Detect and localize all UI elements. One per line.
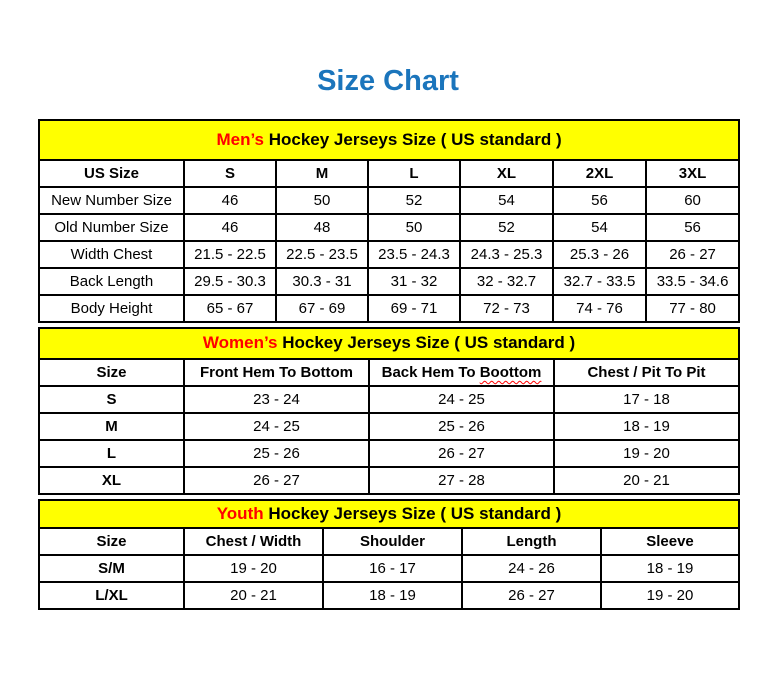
size-cell: 25 - 26 bbox=[369, 413, 554, 440]
size-cell: 26 - 27 bbox=[646, 241, 739, 268]
size-cell: 33.5 - 34.6 bbox=[646, 268, 739, 295]
col-header: M bbox=[276, 160, 368, 187]
col-header: US Size bbox=[39, 160, 184, 187]
mens-section-title: Hockey Jerseys Size ( US standard ) bbox=[264, 129, 562, 149]
size-cell: 18 - 19 bbox=[601, 555, 739, 582]
size-cell: 27 - 28 bbox=[369, 467, 554, 494]
size-cell: 18 - 19 bbox=[323, 582, 462, 609]
size-cell: 50 bbox=[368, 214, 460, 241]
row-label: Back Length bbox=[39, 268, 184, 295]
size-cell: 56 bbox=[646, 214, 739, 241]
col-header: Length bbox=[462, 528, 601, 555]
size-cell: 77 - 80 bbox=[646, 295, 739, 322]
size-cell: 32 - 32.7 bbox=[460, 268, 553, 295]
table-row bbox=[39, 295, 739, 322]
size-cell: 20 - 21 bbox=[554, 467, 739, 494]
row-label: Width Chest bbox=[39, 241, 184, 268]
col-header: Sleeve bbox=[601, 528, 739, 555]
mens-section-highlight: Men’s bbox=[216, 129, 264, 149]
table-row bbox=[39, 268, 739, 295]
table-row bbox=[39, 555, 739, 582]
size-cell: 52 bbox=[368, 187, 460, 214]
mens-size-table bbox=[38, 119, 740, 323]
size-cell: 24 - 25 bbox=[369, 386, 554, 413]
col-header: S bbox=[184, 160, 276, 187]
womens-section-band bbox=[39, 328, 739, 359]
youth-section-band bbox=[39, 500, 739, 528]
row-label: S bbox=[39, 386, 184, 413]
col-header-prefix: Back Hem To bbox=[381, 363, 480, 381]
youth-section-title-cell bbox=[39, 500, 739, 528]
size-cell: 52 bbox=[460, 214, 553, 241]
row-label: XL bbox=[39, 467, 184, 494]
size-cell: 29.5 - 30.3 bbox=[184, 268, 276, 295]
youth-header-row bbox=[39, 528, 739, 555]
col-header: 3XL bbox=[646, 160, 739, 187]
spellcheck-underlined-word: Boottom bbox=[479, 363, 542, 381]
size-cell: 69 - 71 bbox=[368, 295, 460, 322]
size-cell: 54 bbox=[553, 214, 646, 241]
table-row bbox=[39, 386, 739, 413]
mens-header-row bbox=[39, 160, 739, 187]
size-cell: 72 - 73 bbox=[460, 295, 553, 322]
womens-header-row bbox=[39, 359, 739, 386]
youth-section-highlight: Youth bbox=[216, 503, 264, 523]
size-cell: 19 - 20 bbox=[554, 440, 739, 467]
size-cell: 46 bbox=[184, 214, 276, 241]
size-cell: 30.3 - 31 bbox=[276, 268, 368, 295]
col-header: Chest / Pit To Pit bbox=[554, 359, 739, 386]
row-label: Old Number Size bbox=[39, 214, 184, 241]
col-header-misspelled bbox=[369, 359, 554, 386]
size-cell: 60 bbox=[646, 187, 739, 214]
youth-size-table bbox=[38, 499, 740, 610]
size-cell: 23 - 24 bbox=[184, 386, 369, 413]
size-cell: 21.5 - 22.5 bbox=[184, 241, 276, 268]
col-header: Size bbox=[39, 528, 184, 555]
col-header: Shoulder bbox=[323, 528, 462, 555]
womens-section-highlight: Women’s bbox=[202, 333, 278, 353]
size-cell: 22.5 - 23.5 bbox=[276, 241, 368, 268]
size-cell: 31 - 32 bbox=[368, 268, 460, 295]
size-cell: 26 - 27 bbox=[462, 582, 601, 609]
row-label: L bbox=[39, 440, 184, 467]
row-label: M bbox=[39, 413, 184, 440]
size-cell: 19 - 20 bbox=[601, 582, 739, 609]
size-cell: 67 - 69 bbox=[276, 295, 368, 322]
col-header: L bbox=[368, 160, 460, 187]
size-cell: 18 - 19 bbox=[554, 413, 739, 440]
col-header: Chest / Width bbox=[184, 528, 323, 555]
size-cell: 65 - 67 bbox=[184, 295, 276, 322]
size-cell: 26 - 27 bbox=[184, 467, 369, 494]
table-row bbox=[39, 214, 739, 241]
table-row bbox=[39, 440, 739, 467]
row-label: New Number Size bbox=[39, 187, 184, 214]
col-header: 2XL bbox=[553, 160, 646, 187]
mens-section-title-cell bbox=[39, 120, 739, 160]
size-cell: 46 bbox=[184, 187, 276, 214]
size-cell: 56 bbox=[553, 187, 646, 214]
size-cell: 48 bbox=[276, 214, 368, 241]
row-label: Body Height bbox=[39, 295, 184, 322]
youth-section-title: Hockey Jerseys Size ( US standard ) bbox=[263, 503, 562, 523]
table-row bbox=[39, 582, 739, 609]
size-cell: 23.5 - 24.3 bbox=[368, 241, 460, 268]
size-cell: 32.7 - 33.5 bbox=[553, 268, 646, 295]
mens-section-band bbox=[39, 120, 739, 160]
size-cell: 20 - 21 bbox=[184, 582, 323, 609]
womens-section-title-cell bbox=[39, 328, 739, 359]
size-cell: 54 bbox=[460, 187, 553, 214]
row-label: L/XL bbox=[39, 582, 184, 609]
page-title: Size Chart bbox=[317, 65, 459, 97]
col-header: Size bbox=[39, 359, 184, 386]
row-label: S/M bbox=[39, 555, 184, 582]
womens-section-title: Hockey Jerseys Size ( US standard ) bbox=[277, 333, 576, 353]
size-cell: 25.3 - 26 bbox=[553, 241, 646, 268]
table-row bbox=[39, 413, 739, 440]
table-row bbox=[39, 241, 739, 268]
size-cell: 74 - 76 bbox=[553, 295, 646, 322]
table-row bbox=[39, 467, 739, 494]
size-cell: 25 - 26 bbox=[184, 440, 369, 467]
size-cell: 50 bbox=[276, 187, 368, 214]
size-cell: 19 - 20 bbox=[184, 555, 323, 582]
size-cell: 24.3 - 25.3 bbox=[460, 241, 553, 268]
table-row bbox=[39, 187, 739, 214]
col-header: Front Hem To Bottom bbox=[184, 359, 369, 386]
col-header: XL bbox=[460, 160, 553, 187]
size-cell: 26 - 27 bbox=[369, 440, 554, 467]
size-cell: 24 - 26 bbox=[462, 555, 601, 582]
size-cell: 24 - 25 bbox=[184, 413, 369, 440]
womens-size-table bbox=[38, 327, 740, 495]
size-cell: 17 - 18 bbox=[554, 386, 739, 413]
size-cell: 16 - 17 bbox=[323, 555, 462, 582]
